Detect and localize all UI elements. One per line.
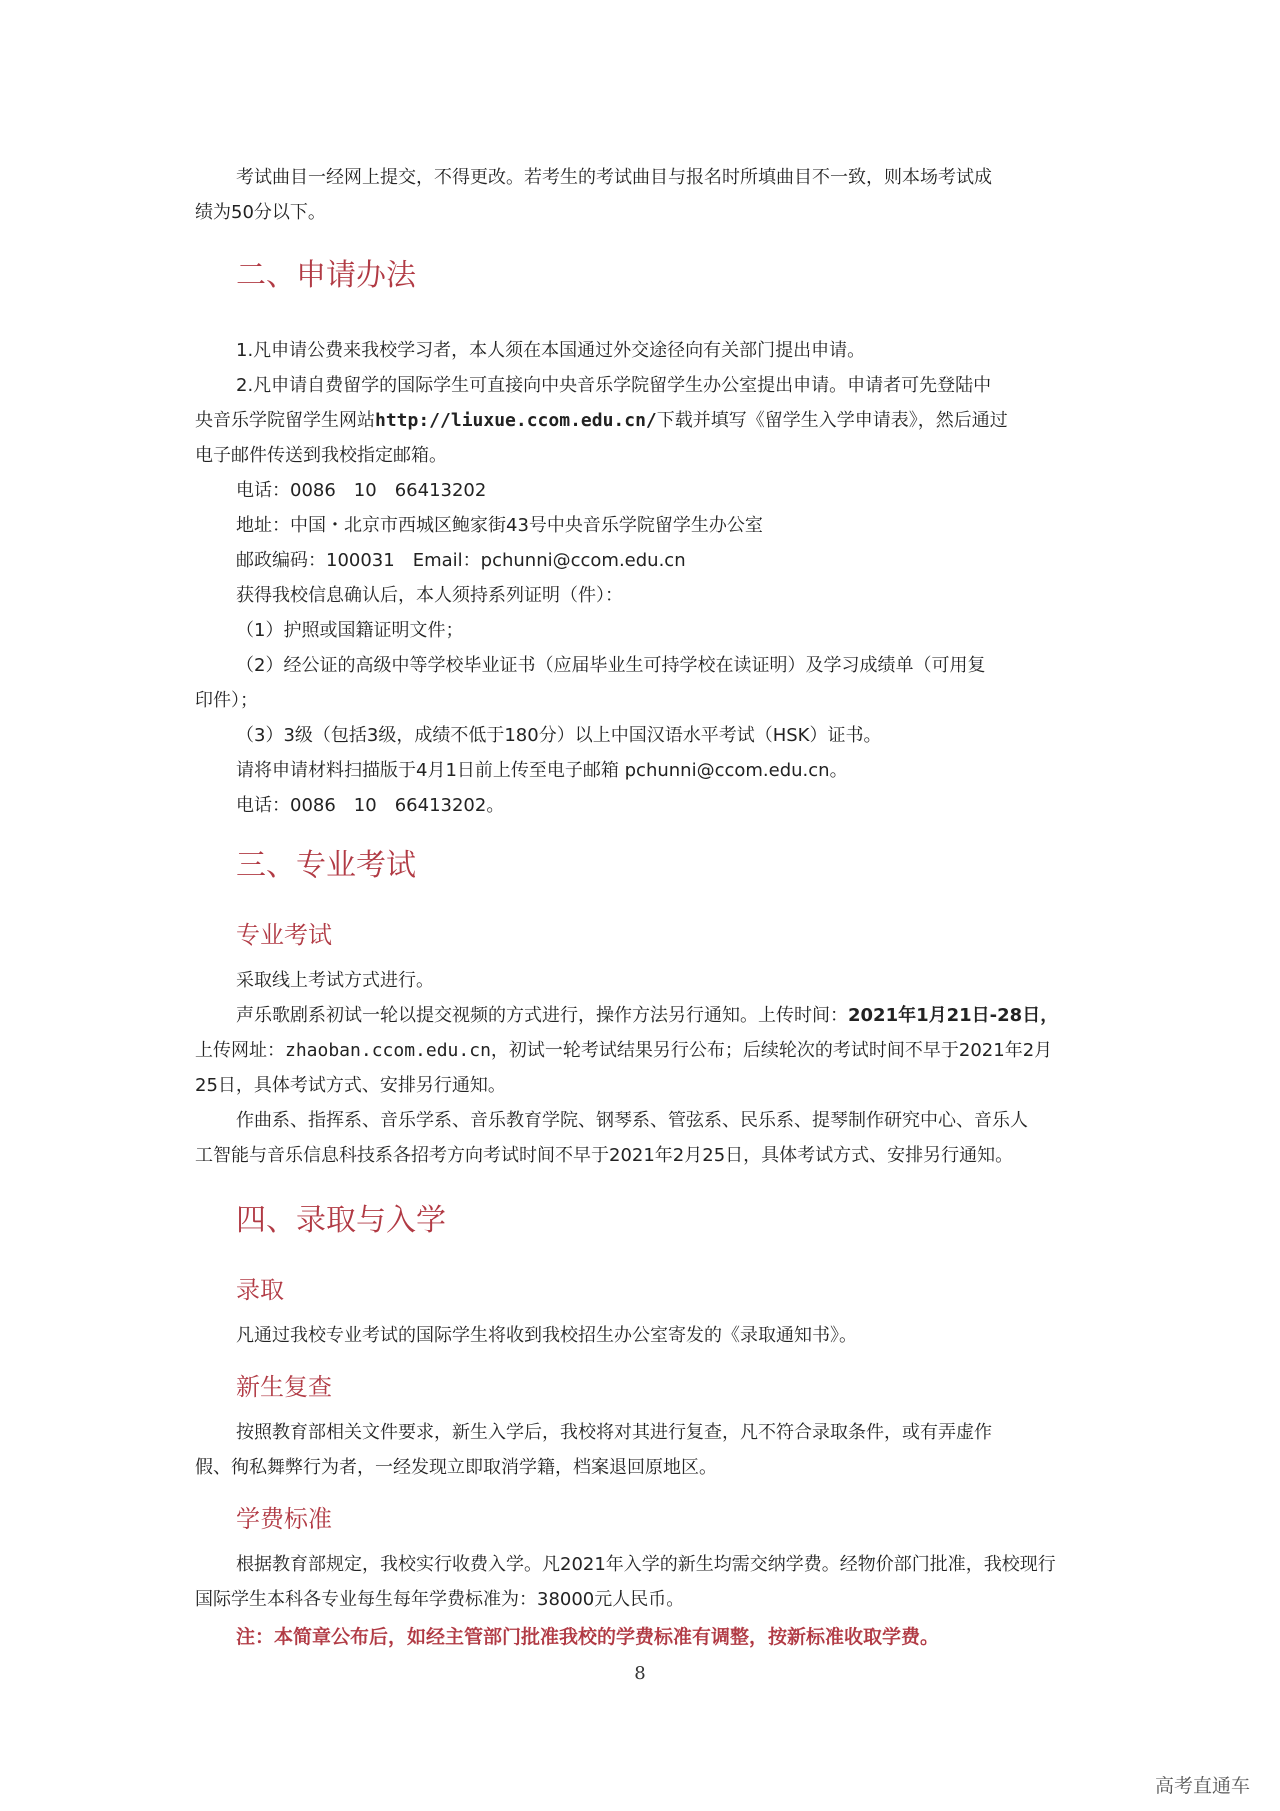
application-item-2	[195, 368, 1095, 473]
contact-phone: 电话：0086 10 66413202	[236, 480, 487, 501]
tuition-paragraph	[195, 1547, 1095, 1617]
document-hsk: （3）3级（包括3级，成绩不低于180分）以上中国汉语水平考试（HSK）证书。	[236, 725, 882, 746]
page-number: 8	[634, 1663, 646, 1684]
watermark-text: 高考直通车	[1154, 1775, 1250, 1797]
document-diploma-line2: 印件）；	[195, 690, 258, 711]
subsection-title-exam: 专业考试	[236, 921, 332, 949]
subsection-title-recheck: 新生复查	[236, 1373, 332, 1401]
vocal-line3: 25日，具体考试方式、安排另行通知。	[195, 1075, 506, 1096]
upload-instruction: 请将申请材料扫描版于4月1日前上传至电子邮箱 pchunni@ccom.edu.cn。	[236, 760, 848, 781]
contact-address: 地址：中国・北京市西城区鲍家街43号中央音乐学院留学生办公室	[236, 515, 763, 536]
application-item-2-line1: 2.凡申请自费留学的国际学生可直接向中央音乐学院留学生办公室提出申请。申请者可先登陆中	[236, 375, 992, 396]
upload-date-range: 2021年1月21日-28日	[848, 1005, 1041, 1026]
exam-pieces-paragraph	[195, 160, 1095, 230]
other-departments-line2: 工智能与音乐信息科技系各招考方向考试时间不早于2021年2月25日，具体考试方式、安排另行通知。	[195, 1145, 1014, 1166]
zhaoban-website-link[interactable]: zhaoban.ccom.edu.cn	[285, 1040, 491, 1061]
vocal-line2-pre: 上传网址：	[195, 1040, 285, 1061]
vocal-line1-comma: ，	[1040, 1005, 1059, 1026]
application-item-1: 1.凡申请公费来我校学习者，本人须在本国通过外交途径向有关部门提出申请。	[236, 340, 866, 361]
exam-pieces-line1: 考试曲目一经网上提交，不得更改。若考生的考试曲目与报名时所填曲目不一致，则本场考试成	[236, 167, 992, 188]
contact-phone-2: 电话：0086 10 66413202。	[236, 795, 505, 816]
contact-postal-email: 邮政编码：100031 Email：pchunni@ccom.edu.cn	[236, 550, 686, 571]
section-title-exam: 三、专业考试	[236, 848, 416, 883]
admission-text: 凡通过我校专业考试的国际学生将收到我校招生办公室寄发的《录取通知书》。	[236, 1325, 857, 1346]
documents-intro: 获得我校信息确认后，本人须持系列证明（件）：	[236, 585, 623, 606]
other-departments-paragraph	[195, 1103, 1095, 1173]
exam-pieces-line2: 绩为50分以下。	[195, 202, 326, 223]
vocal-line2-post: ，初试一轮考试结果另行公布；后续轮次的考试时间不早于2021年2月	[490, 1040, 1053, 1061]
document-passport: （1）护照或国籍证明文件；	[236, 620, 464, 641]
tuition-line2: 国际学生本科各专业每生每年学费标准为：38000元人民币。	[195, 1589, 685, 1610]
application-item-2-line3: 电子邮件传送到我校指定邮箱。	[195, 445, 447, 466]
recheck-line2: 假、徇私舞弊行为者，一经发现立即取消学籍，档案退回原地区。	[195, 1457, 717, 1478]
vocal-line1-pre: 声乐歌剧系初试一轮以提交视频的方式进行，操作方法另行通知。上传时间：	[236, 1005, 848, 1026]
application-item-2-line2-pre: 央音乐学院留学生网站	[195, 410, 375, 431]
document-diploma	[195, 648, 1095, 718]
subsection-title-admission: 录取	[236, 1276, 284, 1304]
tuition-line1: 根据教育部规定，我校实行收费入学。凡2021年入学的新生均需交纳学费。经物价部门批准，我校现行	[236, 1554, 1056, 1575]
application-item-2-line2-post: 下载并填写《留学生入学申请表》，然后通过	[656, 410, 1008, 431]
subsection-title-tuition: 学费标准	[236, 1505, 332, 1533]
section-title-application: 二、申请办法	[236, 258, 416, 293]
vocal-opera-paragraph	[195, 998, 1095, 1103]
tuition-note: 注：本简章公布后，如经主管部门批准我校的学费标准有调整，按新标准收取学费。	[236, 1626, 940, 1648]
other-departments-line1: 作曲系、指挥系、音乐学系、音乐教育学院、钢琴系、管弦系、民乐系、提琴制作研究中心、音乐人	[236, 1110, 1028, 1131]
liuxue-website-link[interactable]: http://liuxue.ccom.edu.cn/	[375, 410, 657, 431]
document-diploma-line1: （2）经公证的高级中等学校毕业证书（应届毕业生可持学校在读证明）及学习成绩单（可用复	[236, 655, 986, 676]
recheck-line1: 按照教育部相关文件要求，新生入学后，我校将对其进行复查，凡不符合录取条件，或有弄虚作	[236, 1422, 992, 1443]
online-exam-text: 采取线上考试方式进行。	[236, 970, 434, 991]
recheck-paragraph	[195, 1415, 1095, 1485]
section-title-admission: 四、录取与入学	[236, 1203, 446, 1238]
